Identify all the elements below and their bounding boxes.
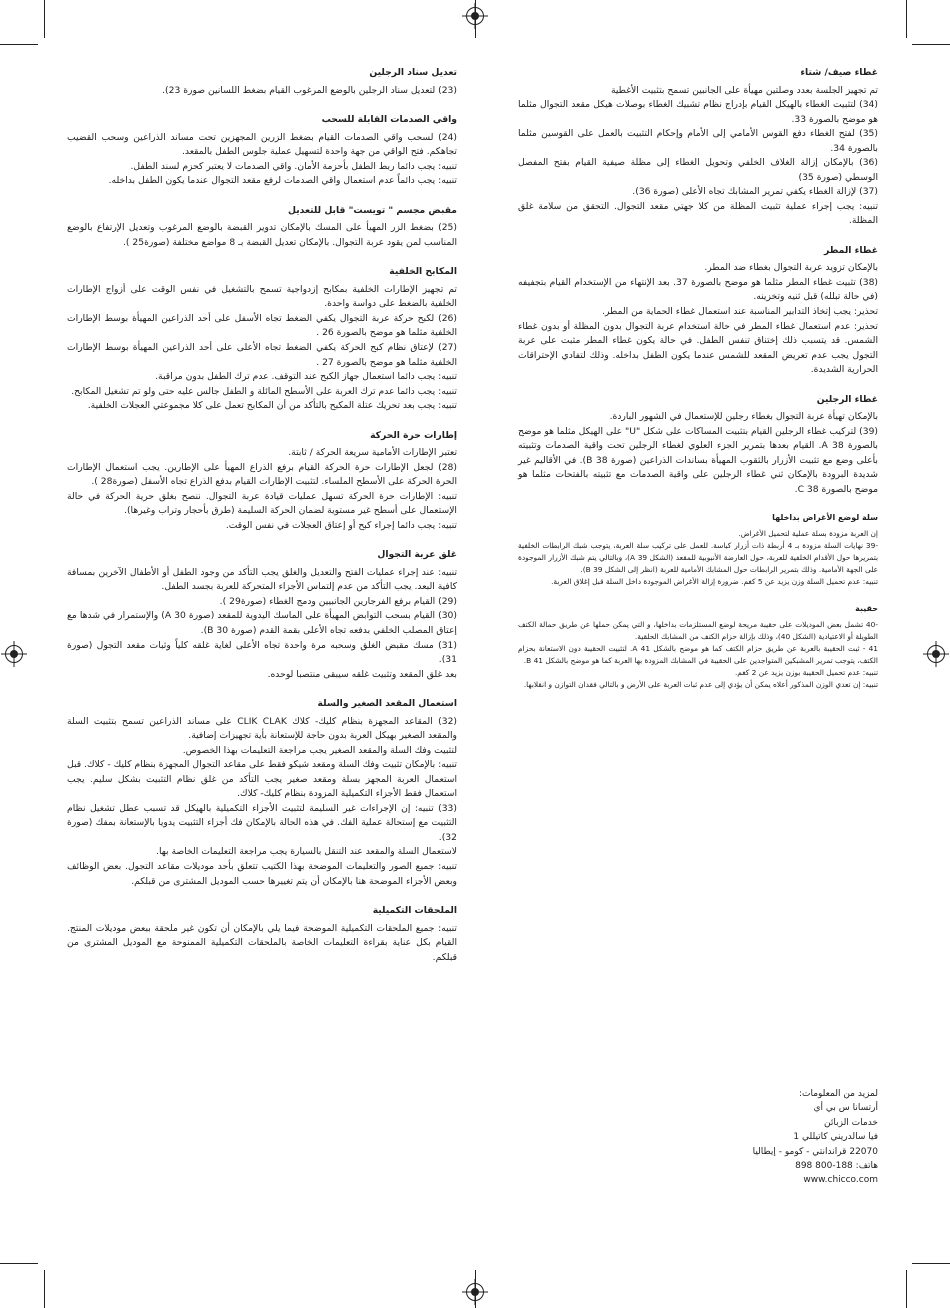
- section-heading: الملحقات التكميلية: [372, 905, 457, 917]
- paragraph: (39) لتركيب غطاء الرجلين القيام بتثبيت المساكات على شكل "U" على الهيكل مثلما هو موضح بالصورة 38 A. القيام بعدها بتمرير الجزء العلوي لغطاء الرجلين تحت واقية الصدمات وتثبيته بأعلى وضع مع تثبيت الأزرار بالثقوب المهيأة بساندات الذراعين (صورة 38 B). في الأقاليم غير شديدة البرودة بالإمكان ثني غطاء الرجلين على واقية الصدمات مع تثبيته بالفتحات مثلما هو موضح بالصورة 38 C.: [518, 425, 879, 495]
- crop-mark: [0, 44, 38, 45]
- paragraph: تنبيه: إن تعدي الوزن المذكور أعلاه يمكن أن يؤدي إلى عدم ثبات العربة على الأرض و بالتالي فقدان التوازن و انقلابها.: [523, 680, 878, 690]
- paragraph: (24) لسحب واقي الصدمات القيام بضغط الزرين المجهزين تحت مساند الذراعين وسحب القضيب تجاهكم. فتح الواقي من جهة واحدة لتسهيل عملية جلوس الطفل بالمقعد.: [67, 131, 457, 158]
- paragraph: بعد غلق المقعد وتثبيت غلقه سيبقى منتصبا لوحده.: [267, 668, 457, 680]
- paragraph: (38) تثبيت غطاء المطر مثلما هو موضح بالصورة 37. بعد الإنتهاء من الإستخدام القيام بتجفيفه (في حالة تبلله) قبل ثنيه وتخزينه.: [518, 276, 879, 303]
- crop-mark: [906, 1270, 907, 1308]
- paragraph: تنبيه: جميع الملحقات التكميلية الموضحة فيما يلي بالإمكان أن تكون غير ملحقة ببعض موديلات المنتج. القيام بكل عناية بقراءة التعليمات الخاصة بالملحقات التكميلية الممنوحة مع الموديل المشترى من قبلكم.: [67, 922, 457, 963]
- section-swivel-wheels: [67, 429, 457, 534]
- section-leg-cover: [518, 393, 878, 498]
- contact-line: هاتف: 188-800 898: [795, 1160, 878, 1171]
- paragraph: لتثبيت وفك السلة والمقعد الصغير يجب مراجعة التعليمات بهذا الخصوص.: [182, 744, 457, 756]
- contact-line: 22070 قراندانتي - كومو - إيطاليا: [752, 1146, 878, 1157]
- paragraph: تنبيه: عند إجراء عمليات الفتح والتعديل والغلق يجب التأكد من وجود الطفل أو الأطفال الآخرين بمسافة كافية البعد. يجب التأكد من عدم إلتماس الأجزاء المتحركة للعربة بجسد الطفل.: [67, 566, 457, 593]
- paragraph: (26) لكبح حركة عربة التجوال يكفي الضغط تجاه الأسفل على أحد الذراعين المهيأة بوسط الإطارات الخلفية مثلما هو موضح بالصورة 26 .: [67, 312, 457, 339]
- paragraph: بالإمكان تهيأة عربة التجوال بغطاء رجلين للإستعمال في الشهور الباردة.: [609, 411, 878, 423]
- paragraph: (32) المقاعد المجهزة بنظام كليك- كلاك CLIK CLAK على مساند الذراعين تسمح بتثبيت السلة والمقعد الصغير بهيكل العربة بدون حاجة للإستعانة بأية تجهيزات إضافية.: [67, 715, 458, 742]
- contact-line: خدمات الزبائن: [824, 1117, 878, 1128]
- section-heading: غطاء صيف/ شتاء: [800, 67, 878, 78]
- paragraph: تم تجهيز الإطارات الخلفية بمكابح إزدواجية تسمح بالتشغيل في نفس الوقت على أزواج الإطارات الخلفية بالضغط على دواسة واحدة.: [67, 283, 457, 310]
- section-heading: غلق عربة التجوال: [377, 549, 457, 561]
- paragraph: تنبيه: جميع الصور والتعليمات الموضحة بهذا الكتيب تتعلق بأحد موديلات مقاعد التجول. بعض الوظائف وبعض الأجزاء الموضحة هنا بالإمكان أن يتم تغييرها حسب الموديل المشترى من قبلكم.: [67, 860, 457, 887]
- crop-mark: [44, 1270, 45, 1308]
- paragraph: تحذير: يجب إتخاذ التدابير المناسبة عند استعمال غطاء الحماية من المطر.: [602, 305, 878, 317]
- contact-line: أرتسانا س بي أي: [813, 1103, 878, 1114]
- right-column: [518, 66, 878, 706]
- paragraph: (37) لإزالة الغطاء يكفي تمرير المشابك تجاه الأعلى (صورة 36).: [632, 186, 878, 198]
- section-heading: سلة لوضع الأغراض بداخلها: [772, 513, 878, 523]
- section-basket: [518, 512, 878, 588]
- paragraph: تنبيه: يجب دائما عدم ترك العربة على الأسطح المائلة و الطفل جالس عليه حتى ولو تم تشغيل المكابح.: [71, 385, 457, 397]
- contact-line: فيا سالدريني كاتيللي 1: [793, 1132, 878, 1143]
- contact-line: لمزيد من المعلومات:: [798, 1089, 878, 1099]
- section-heading: مقبض مجسم " تويست" قابل للتعديل: [288, 204, 457, 216]
- section-heading: إطارات حرة الحركة: [370, 429, 457, 441]
- section-heading: حقيبة: [855, 604, 878, 614]
- registration-mark-icon: [5, 645, 23, 663]
- paragraph: (29) القيام برفع الفرجارين الجانبيين ودمج الغطاء (صورة29 ).: [219, 595, 457, 607]
- paragraph: تم تجهيز الجلسة بعدد وصلتين مهيأة على الجانبين تسمح بتثبيت الأغطية: [610, 84, 878, 96]
- crop-mark: [0, 1263, 38, 1264]
- paragraph: تنبيه: يجب دائما ربط الطفل بأحزمة الأمان. واقي الصدمات لا يعتبر كحزم لسند الطفل.: [130, 160, 457, 172]
- section-heading: المكابح الخلفية: [389, 266, 457, 278]
- section-bag: [518, 603, 878, 691]
- paragraph: تنبيه: يجب دائما استعمال جهاز الكبح عند التوقف. عدم ترك الطفل بدون مراقبة.: [155, 371, 457, 383]
- section-heading: غطاء المطر: [824, 244, 878, 256]
- paragraph: (36) بالإمكان إزالة الغلاف الخلفي وتحويل الغطاء إلى مظلة صيفية القيام بفتح المفصل الوسطي (صورة 35): [518, 157, 878, 183]
- paragraph: (25) بضغط الزر المهيأ على المسك بالإمكان تدوير القبضة بالوضع المرغوب وتعديل الإرتفاع بالوضع المناسب لمن يقود عربة التجوال. بالإمكان تعديل القبضة بـ 8 مواضع مختلفة (صورة25 ).: [67, 222, 457, 248]
- section-twist-handle: [67, 204, 457, 251]
- crop-mark: [912, 1263, 950, 1264]
- section-heading: تعديل سناد الرجلين: [369, 67, 457, 78]
- left-column: [67, 66, 457, 980]
- paragraph: إن العربة مزودة بسلة عملية لتحميل الأغراض.: [738, 529, 878, 539]
- crop-mark: [912, 44, 950, 45]
- registration-mark-icon: [466, 7, 484, 25]
- paragraph: -39 نهايات السلة مزودة بـ 4 أربطة ذات أزرار كباسة. للعمل على تركيب سلة العربة، يتوجب شبك الرابطات الخلفية بتمريرها حول الأقدام الخلفية للعربة، حول العارضة الأنبوبية للمقعد (الشكل 39 A)، وبالتالي يتم شبك الأزرار الموجودة على الجهة الأمامية. وذلك بتمرير الرابطات حول المشابك الأمامية للعربة (انظر إلى الشكل 39 B).: [518, 541, 879, 575]
- section-rain-cover: [518, 244, 878, 378]
- section-heading: واقي الصدمات القابلة للسحب: [321, 114, 457, 126]
- paragraph: تنبيه: يجب بعد تحريك عتلة المكبح بالتأكد من أن المكابح تعمل على كلا مجموعتي العجلات الخلفية.: [87, 400, 457, 412]
- section-accessories: [67, 904, 457, 965]
- paragraph: (34) لتثبيت الغطاء بالهيكل القيام بإدراج نظام تشبيك الغطاء بوصلات هيكل مقعد التجوال مثلما هو موضح بالصورة 33.: [518, 99, 878, 125]
- section-closing-stroller: [67, 548, 457, 682]
- section-summer-winter-hood: [518, 66, 878, 229]
- website-link[interactable]: www.chicco.com: [803, 1175, 878, 1186]
- section-leg-rest: [67, 66, 457, 98]
- paragraph: تحذير: عدم استعمال غطاء المطر في حالة استخدام عربة التجوال بدون المظلة أو بدون غطاء الشمس. قد يتسبب ذلك إختناق تنفس الطفل. في حالة يكون غطاء المطر مثبت على عربة التجول يجب عدم تعريض المقعد للشمس عندما يكون الطفل بداخله. وذلك لتفادي الإحتراقات الحرارية الشديدة.: [518, 320, 878, 376]
- paragraph: تعتبر الإطارات الأمامية سريعة الحركة / ثابتة.: [288, 447, 457, 459]
- paragraph: لاستعمال السلة والمقعد عند التنقل بالسيارة يجب مراجعة التعليمات الخاصة بها.: [156, 846, 457, 858]
- crop-mark: [906, 0, 907, 38]
- paragraph: (31) مسك مقبض الغلق وسحبه مرة واحدة تجاه الأعلى لغاية غلقه كلياً وثبات مقعد التجول (صورة 31).: [67, 639, 457, 666]
- paragraph: 41 - ثبت الحقيبة بالعربة عن طريق حزام الكتف كما هو موضح بالشكل 41 A. لتثبيت الحقيبة دون الاستعانة بحزام الكتف، يتوجب تمرير المشبكين المتواجدين على الحقيبة في المشابك المزودة بها العربة كما هو موضح بالشكل 41 B.: [518, 644, 878, 666]
- paragraph: بالإمكان تزويد عربة التجوال بغطاء ضد المطر.: [704, 262, 878, 274]
- section-rear-brakes: [67, 265, 457, 413]
- paragraph: (35) لفتح الغطاء دفع القوس الأمامي إلى الأمام وإحكام التثبيت بالعمل على القوسين مثلما بالصورة 34.: [518, 128, 878, 154]
- paragraph: تنبيه: يجب دائما إجراء كبح أو إعتاق العجلات في نفس الوقت.: [225, 519, 457, 531]
- section-heading: استعمال المقعد الصغير والسلة: [317, 698, 457, 710]
- paragraph: تنبيه: عدم تحميل السلة وزن يزيد عن 5 كغم. ضرورة إزالة الأغراض الموجودة داخل السلة قبل إغلاق العربة.: [551, 577, 878, 587]
- paragraph: تنبيه: يجب دائماً عدم استعمال واقي الصدمات لرفع مقعد التجوال عندما يكون الطفل بداخله.: [108, 175, 457, 187]
- paragraph: (23) لتعديل سناد الرجلين بالوضع المرغوب القيام بضغط اللسانين صورة 23).: [162, 84, 457, 96]
- section-bumper-bar: [67, 113, 457, 189]
- paragraph: (28) لجعل الإطارات حرة الحركة القيام برفع الذراع المهيأ على الإطارين. يجب استعمال الإطارات الحرة الحركة على الأسطح الملساء. لتثبيت الإطارات القيام بدفع الذراع تجاه الأسفل (صورة28 ).: [67, 461, 457, 488]
- paragraph: تنبيه: بالإمكان تثبيت وفك السلة ومقعد شيكو فقط على مقاعد التجوال المجهزة بنظام كليك - كلاك. قبل استعمال العربة المجهز بسلة ومقعد صغير يجب التأكد من غلق نظام التثبيت بشكل سليم. يجب استعمال فقط الأجزاء التكميلية المزودة بنظام كليك- كلاك.: [67, 759, 457, 800]
- paragraph: تنبيه: الإطارات حرة الحركة تسهل عمليات قيادة عربة التجوال. ننصح بغلق حرية الحركة في حالة الإستعمال على أسطح غير مستوية لضمان الحركة السليمة (طرق بأحجار وتراب وغيرها).: [67, 490, 457, 517]
- contact-info: [678, 1087, 878, 1188]
- crop-mark: [44, 0, 45, 38]
- paragraph: تنبيه: عدم تحميل الحقيبة بوزن يزيد عن 2 كغم.: [734, 668, 878, 678]
- paragraph: (27) لإعتاق نظام كبح الحركة يكفي الضغط تجاه الأعلى على أحد الذراعين المهيأة بوسط الإطارات الخلفية مثلما هو موضح بالصورة 27 .: [67, 341, 457, 368]
- paragraph: تنبيه: يجب إجراء عملية تثبيت المظلة من كلا جهتي مقعد التجوال. التحقق من سلامة غلق المظلة.: [518, 200, 878, 227]
- section-car-seat-carrycot: [67, 697, 457, 889]
- paragraph: -40 تشمل بعض الموديلات على حقيبة مريحة لوضع المستلزمات بداخلها، و التي يمكن حملها عن طريق حمالة الكتف الطويلة أو الاعتيادية (الشكل 40)، وذلك بإزالة حزام الكتف من المشابك الحلقية.: [518, 620, 878, 642]
- paragraph: (33) تنبيه: إن الإجراءات غير السليمة لتثبيت الأجزاء التكميلية بالهيكل قد تسبب عطل تشغيل نظام التثبيت مع إستحالة عملية الفك. في هذه الحالة بالإمكان فك أجزاء التثبيت يدويا بالإستعانة بمفك (صورة 32).: [67, 802, 457, 843]
- registration-mark-icon: [466, 1283, 484, 1301]
- registration-mark-icon: [927, 645, 945, 663]
- section-heading: غطاء الرجلين: [816, 393, 878, 405]
- paragraph: (30) القيام بسحب التوابض المهيأة على الماسك اليدوية للمقعد (صورة 30 A) والإستمرار في شدها مع إعتاق المصلب الخلفي بدفعه تجاه الأعلى بقمة القدم (صورة 30 B).: [67, 610, 457, 636]
